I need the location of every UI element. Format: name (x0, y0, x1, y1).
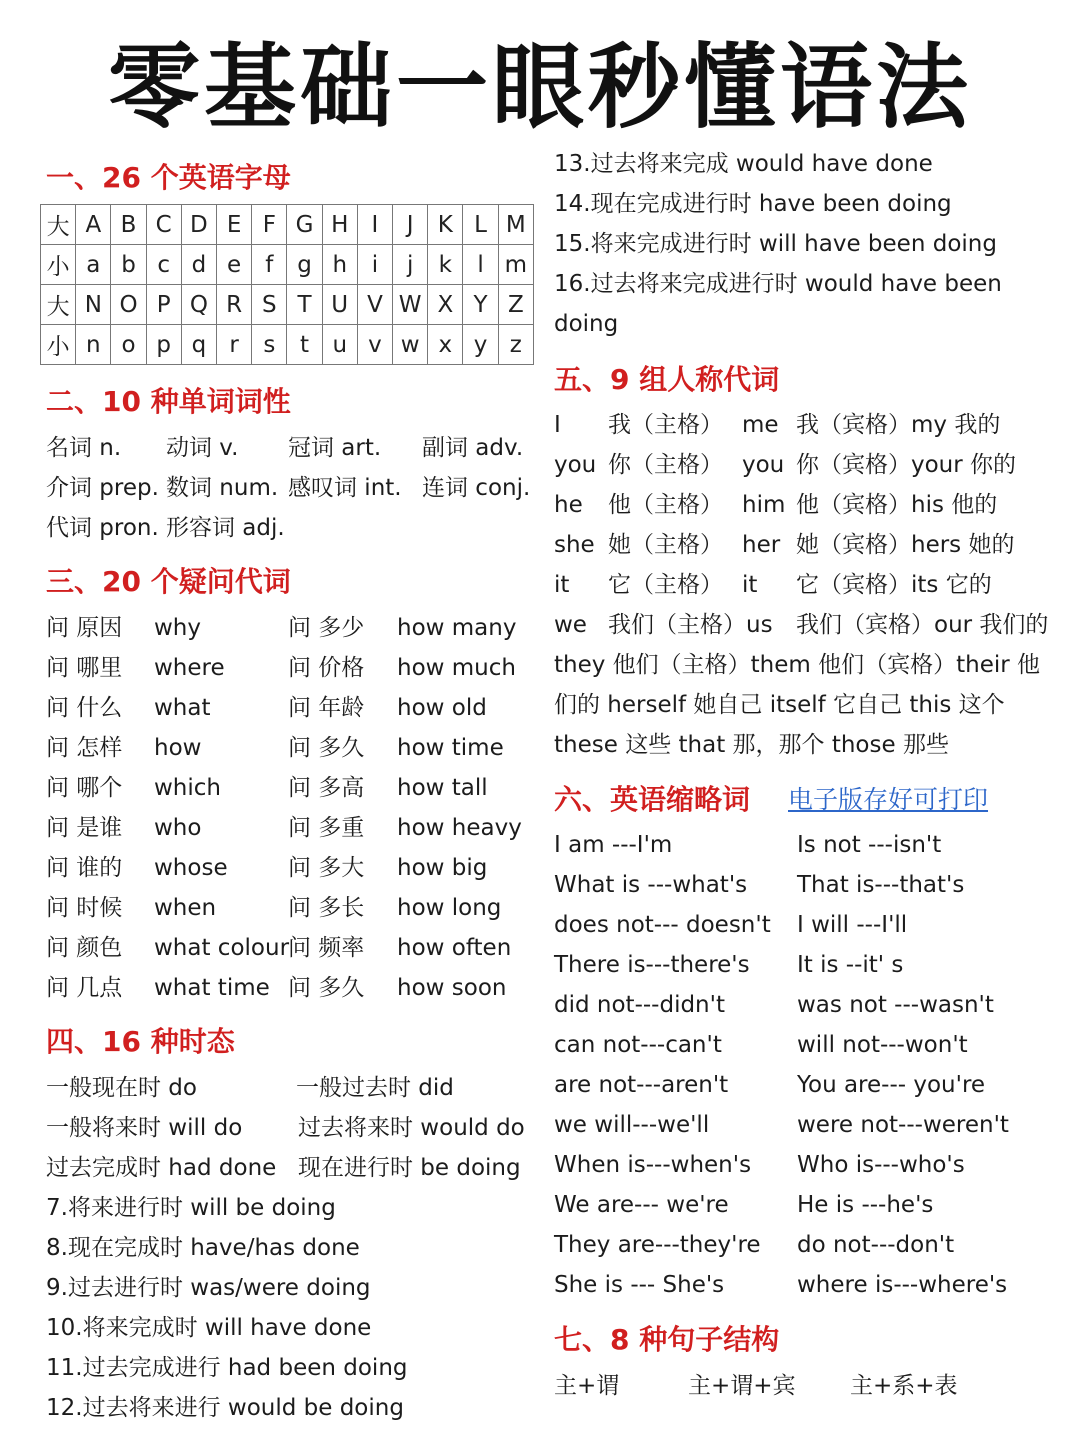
printable-version-link[interactable]: 电子版存好可打印 (788, 785, 989, 814)
letter-cell: R (217, 285, 252, 325)
letter-cell: V (357, 285, 392, 325)
question-word-cn: 问 什么 (46, 695, 123, 721)
tense-line (554, 144, 1054, 184)
letter-cell: A (76, 205, 111, 245)
tense-item: 过去完成时 had done (46, 1155, 277, 1181)
tense-line (46, 1268, 536, 1308)
contraction-row (554, 865, 1054, 905)
question-word-cn: 问 价格 (288, 655, 365, 681)
contraction-row (554, 945, 1054, 985)
contraction-item: Who is---who's (797, 1152, 965, 1178)
tense-item: 12.过去将来进行 would be doing (46, 1395, 404, 1421)
letter-cell: j (393, 245, 428, 285)
question-word-cn: 问 原因 (46, 615, 123, 641)
alphabet-row (41, 285, 534, 325)
section-heading-question-words: 三、20 个疑问代词 (46, 565, 291, 598)
contraction-row (554, 1145, 1054, 1185)
letter-cell: u (322, 325, 357, 365)
letter-cell: X (428, 285, 463, 325)
letter-cell: N (76, 285, 111, 325)
contraction-row (554, 1065, 1054, 1105)
contraction-item: was not ---wasn't (797, 992, 994, 1018)
question-word-row (46, 648, 536, 688)
question-word-cn: 问 频率 (288, 935, 365, 961)
contraction-item: I will ---I'll (797, 912, 908, 938)
letter-cell: d (181, 245, 216, 285)
tense-item: doing (554, 311, 619, 337)
sentence-structure-item: 主+系+表 (850, 1373, 958, 1399)
contraction-item: does not--- doesn't (554, 912, 771, 938)
letter-cell: p (146, 325, 181, 365)
pronoun-text: these 这些 that 那，那个 those 那些 (554, 732, 949, 758)
letter-cell: m (498, 245, 533, 285)
tense-item: 一般过去时 did (296, 1075, 454, 1101)
letter-cell: Y (463, 285, 498, 325)
tense-item: 7.将来进行时 will be doing (46, 1195, 336, 1221)
pos-item: 代词 pron. (46, 515, 159, 541)
contraction-item: He is ---he's (797, 1192, 934, 1218)
contraction-item: we will---we'll (554, 1112, 710, 1138)
letter-cell: s (252, 325, 287, 365)
tense-item: 现在进行时 be doing (298, 1155, 521, 1181)
question-word-en: how heavy (397, 815, 522, 841)
question-word-cn: 问 多高 (288, 775, 365, 801)
tense-item: 9.过去进行时 was/were doing (46, 1275, 371, 1301)
tense-item: 一般现在时 do (46, 1075, 197, 1101)
tense-item: 13.过去将来完成 would have done (554, 151, 933, 177)
pos-item: 感叹词 int. (288, 475, 402, 501)
pronoun-subject: it (554, 572, 570, 598)
letter-cell: I (357, 205, 392, 245)
question-word-en: how big (397, 855, 488, 881)
letter-cell: z (498, 325, 533, 365)
question-word-cn: 问 年龄 (288, 695, 365, 721)
tense-line (554, 184, 1054, 224)
letter-cell: J (393, 205, 428, 245)
question-word-cn: 问 颜色 (46, 935, 123, 961)
contraction-item: I am ---I'm (554, 832, 673, 858)
letter-cell: W (393, 285, 428, 325)
question-word-en: whose (154, 855, 228, 881)
letter-cell: c (146, 245, 181, 285)
letter-cell: B (111, 205, 146, 245)
pronoun-subject-cn: 她（主格） (608, 532, 723, 558)
contraction-row (554, 905, 1054, 945)
pronoun-row (554, 565, 1054, 605)
question-word-en: how time (397, 735, 504, 761)
pos-item: 连词 conj. (422, 475, 531, 501)
letter-cell: O (111, 285, 146, 325)
section-heading-contractions: 六、英语缩略词 (554, 783, 751, 816)
pronoun-object-cn: 我们（宾格）our 我们的 (796, 612, 1049, 638)
question-word-en: how many (397, 615, 517, 641)
question-word-en: how old (397, 695, 487, 721)
pronoun-subject: we (554, 612, 587, 638)
question-word-en: how much (397, 655, 516, 681)
page-title: 零基础一眼秒懂语法 (107, 34, 972, 141)
question-word-row (46, 928, 536, 968)
pronoun-subject-cn: 我（主格） (608, 412, 723, 438)
pos-row (46, 508, 536, 548)
pronoun-row (554, 405, 1054, 445)
pronoun-object: her (742, 532, 781, 558)
contraction-row (554, 1185, 1054, 1225)
tense-pair-row (46, 1148, 536, 1188)
tense-item: 8.现在完成时 have/has done (46, 1235, 360, 1261)
pronoun-object: you (742, 452, 785, 478)
question-word-cn: 问 谁的 (46, 855, 123, 881)
letter-cell: x (428, 325, 463, 365)
letter-cell: f (252, 245, 287, 285)
pronoun-row (554, 525, 1054, 565)
letter-cell: C (146, 205, 181, 245)
letter-cell: l (463, 245, 498, 285)
contraction-item: We are--- we're (554, 1192, 729, 1218)
pronoun-subject: I (554, 412, 561, 438)
section-heading-sentence-structures: 七、8 种句子结构 (554, 1323, 780, 1356)
question-word-cn: 问 多重 (288, 815, 365, 841)
letter-cell: Z (498, 285, 533, 325)
letter-cell: Q (181, 285, 216, 325)
alphabet-table (40, 204, 534, 365)
pronoun-object-cn: 你（宾格）your 你的 (796, 452, 1017, 478)
case-label-cell: 大 (41, 205, 76, 245)
question-word-cn: 问 多久 (288, 735, 365, 761)
question-word-cn: 问 多大 (288, 855, 365, 881)
contraction-item: were not---weren't (797, 1112, 1009, 1138)
letter-cell: w (393, 325, 428, 365)
letter-cell: t (287, 325, 322, 365)
pronoun-row (554, 445, 1054, 485)
pos-item: 介词 prep. (46, 475, 159, 501)
alphabet-row (41, 205, 534, 245)
contraction-row (554, 1025, 1054, 1065)
contraction-item: That is---that's (797, 872, 965, 898)
question-word-cn: 问 哪个 (46, 775, 123, 801)
tense-item: 11.过去完成进行 had been doing (46, 1355, 408, 1381)
question-word-row (46, 888, 536, 928)
pronoun-line (554, 725, 1054, 765)
contraction-row (554, 825, 1054, 865)
question-word-row (46, 768, 536, 808)
contraction-item: where is---where's (797, 1272, 1008, 1298)
pos-item: 数词 num. (166, 475, 279, 501)
letter-cell: D (181, 205, 216, 245)
letter-cell: F (252, 205, 287, 245)
letter-cell: K (428, 205, 463, 245)
contraction-item: do not---don't (797, 1232, 955, 1258)
letter-cell: G (287, 205, 322, 245)
tense-item: 15.将来完成进行时 will have been doing (554, 231, 997, 257)
pronoun-subject: she (554, 532, 595, 558)
question-word-en: which (154, 775, 222, 801)
pronoun-text: 们的 herself 她自己 itself 它自己 this 这个 (554, 692, 1005, 718)
tense-item: 10.将来完成时 will have done (46, 1315, 372, 1341)
pronoun-line (554, 645, 1054, 685)
pos-row (46, 428, 536, 468)
contraction-item: are not---aren't (554, 1072, 729, 1098)
pos-item: 名词 n. (46, 435, 122, 461)
letter-cell: H (322, 205, 357, 245)
pronoun-row (554, 485, 1054, 525)
tense-item: 16.过去将来完成进行时 would have been (554, 271, 1002, 297)
pronoun-row (554, 605, 1054, 645)
contraction-item: When is---when's (554, 1152, 752, 1178)
letter-cell: L (463, 205, 498, 245)
pronoun-object: him (742, 492, 786, 518)
tense-item: 一般将来时 will do (46, 1115, 243, 1141)
question-word-cn: 问 几点 (46, 975, 123, 1001)
case-label-cell: 大 (41, 285, 76, 325)
letter-cell: v (357, 325, 392, 365)
contraction-item: She is --- She's (554, 1272, 725, 1298)
case-label-cell: 小 (41, 325, 76, 365)
tense-line (554, 224, 1054, 264)
question-word-row (46, 808, 536, 848)
pronoun-subject: he (554, 492, 583, 518)
letter-cell: y (463, 325, 498, 365)
letter-cell: n (76, 325, 111, 365)
question-word-en: when (154, 895, 217, 921)
letter-cell: U (322, 285, 357, 325)
pronoun-subject-cn: 我们（主格）us (608, 612, 773, 638)
tense-line (554, 304, 1054, 344)
question-word-row (46, 728, 536, 768)
question-word-cn: 问 是谁 (46, 815, 123, 841)
pronoun-object-cn: 它（宾格）its 它的 (796, 572, 992, 598)
tense-line (46, 1228, 536, 1268)
pronoun-object: me (742, 412, 779, 438)
contraction-item: What is ---what's (554, 872, 748, 898)
tense-line (46, 1388, 536, 1428)
letter-cell: q (181, 325, 216, 365)
contraction-row (554, 1265, 1054, 1305)
contraction-item: will not---won't (797, 1032, 968, 1058)
section-heading-parts-of-speech: 二、10 种单词词性 (46, 385, 291, 418)
letter-cell: i (357, 245, 392, 285)
tense-pair-row (46, 1108, 536, 1148)
section-heading-alphabet: 一、26 个英语字母 (46, 161, 291, 194)
pronoun-object-cn: 我（宾格）my 我的 (796, 412, 1001, 438)
contraction-row (554, 1225, 1054, 1265)
pronoun-object-cn: 他（宾格）his 他的 (796, 492, 998, 518)
alphabet-row (41, 325, 534, 365)
pronoun-text: they 他们（主格）them 他们（宾格）their 他 (554, 652, 1041, 678)
pronoun-subject-cn: 它（主格） (608, 572, 723, 598)
pos-row (46, 468, 536, 508)
question-word-cn: 问 多少 (288, 615, 365, 641)
question-word-row (46, 968, 536, 1008)
pos-item: 冠词 art. (288, 435, 382, 461)
pronoun-subject-cn: 他（主格） (608, 492, 723, 518)
case-label-cell: 小 (41, 245, 76, 285)
question-word-row (46, 848, 536, 888)
letter-cell: M (498, 205, 533, 245)
question-word-en: how tall (397, 775, 488, 801)
pronoun-object-cn: 她（宾格）hers 她的 (796, 532, 1015, 558)
letter-cell: o (111, 325, 146, 365)
letter-cell: k (428, 245, 463, 285)
section-heading-tenses: 四、16 种时态 (46, 1025, 235, 1058)
pronoun-object: it (742, 572, 758, 598)
question-word-cn: 问 多久 (288, 975, 365, 1001)
question-word-en: who (154, 815, 202, 841)
question-word-cn: 问 时候 (46, 895, 123, 921)
sentence-structure-item: 主+谓+宾 (688, 1373, 796, 1399)
tense-line (46, 1348, 536, 1388)
contraction-item: They are---they're (554, 1232, 761, 1258)
question-word-cn: 问 多长 (288, 895, 365, 921)
contraction-item: There is---there's (554, 952, 750, 978)
letter-cell: P (146, 285, 181, 325)
contraction-row (554, 985, 1054, 1025)
letter-cell: r (217, 325, 252, 365)
question-word-en: what (154, 695, 211, 721)
question-word-en: why (154, 615, 201, 641)
alphabet-row (41, 245, 534, 285)
question-word-en: how often (397, 935, 512, 961)
contraction-item: did not---didn't (554, 992, 725, 1018)
contraction-item: It is --it' s (797, 952, 904, 978)
sentence-structure-item: 主+谓 (554, 1373, 620, 1399)
pronoun-line (554, 685, 1054, 725)
letter-cell: h (322, 245, 357, 285)
contraction-row (554, 1105, 1054, 1145)
question-word-en: what time (154, 975, 270, 1001)
tense-line (46, 1308, 536, 1348)
pos-item: 形容词 adj. (166, 515, 285, 541)
tense-pair-row (46, 1068, 536, 1108)
pos-item: 动词 v. (166, 435, 239, 461)
letter-cell: e (217, 245, 252, 285)
contraction-item: Is not ---isn't (797, 832, 942, 858)
tense-item: 过去将来时 would do (298, 1115, 525, 1141)
contraction-item: can not---can't (554, 1032, 722, 1058)
tense-line (554, 264, 1054, 304)
pos-item: 副词 adv. (422, 435, 524, 461)
question-word-en: how soon (397, 975, 507, 1001)
section-heading-pronouns: 五、9 组人称代词 (554, 363, 780, 396)
letter-cell: S (252, 285, 287, 325)
question-word-en: how (154, 735, 202, 761)
question-word-row (46, 688, 536, 728)
question-word-en: how long (397, 895, 502, 921)
tense-item: 14.现在完成进行时 have been doing (554, 191, 952, 217)
letter-cell: b (111, 245, 146, 285)
letter-cell: a (76, 245, 111, 285)
letter-cell: T (287, 285, 322, 325)
pronoun-subject-cn: 你（主格） (608, 452, 723, 478)
pronoun-subject: you (554, 452, 597, 478)
question-word-row (46, 608, 536, 648)
tense-line (46, 1188, 536, 1228)
question-word-en: what colour (154, 935, 290, 961)
question-word-cn: 问 怎样 (46, 735, 123, 761)
letter-cell: E (217, 205, 252, 245)
question-word-cn: 问 哪里 (46, 655, 123, 681)
sentence-structure-row (554, 1366, 1054, 1406)
question-word-en: where (154, 655, 225, 681)
letter-cell: g (287, 245, 322, 285)
contraction-item: You are--- you're (797, 1072, 986, 1098)
